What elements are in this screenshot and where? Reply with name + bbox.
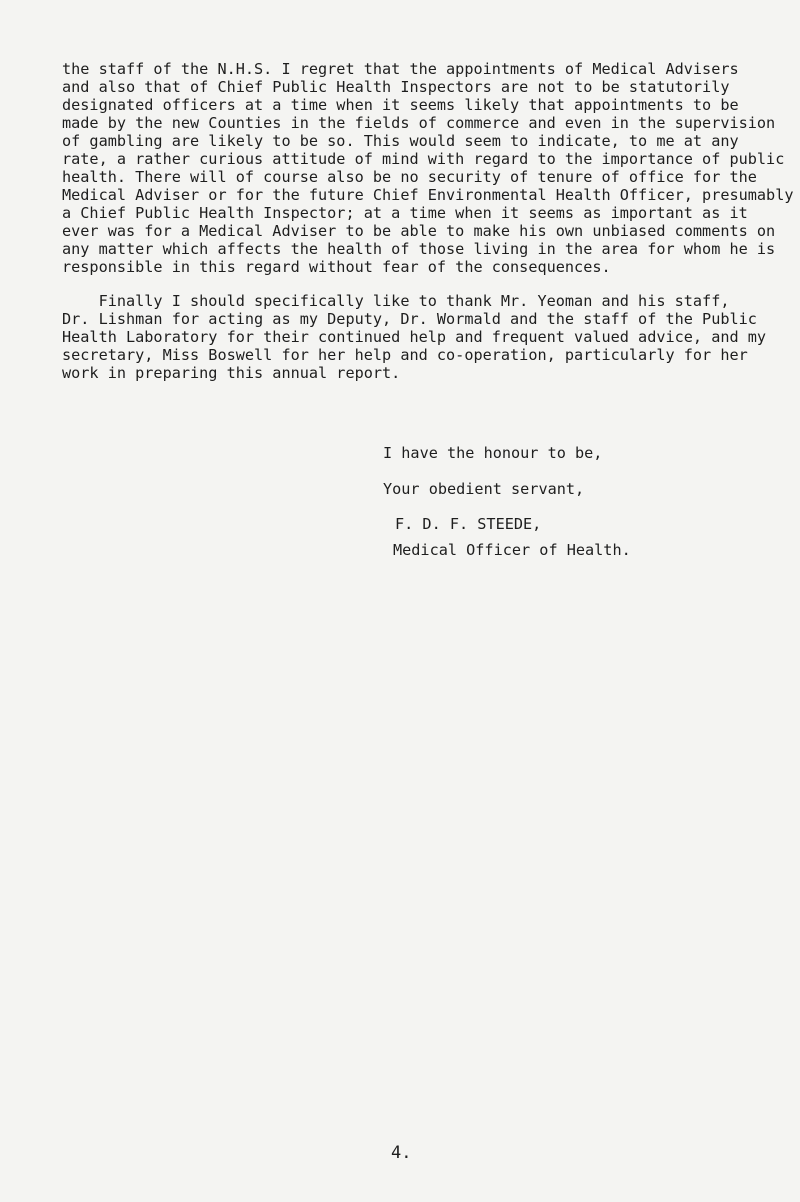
signatory-name: F. D. F. STEEDE, <box>395 515 542 533</box>
text-line: rate, a rather curious attitude of mind with regard to the importance of public <box>62 150 785 168</box>
page-number: 4. <box>391 1143 412 1163</box>
text-line: responsible in this regard without fear of the consequences. <box>62 258 611 276</box>
text-line: work in preparing this annual report. <box>62 364 401 382</box>
text-line: Health Laboratory for their continued help and frequent valued advice, and my <box>62 328 767 346</box>
signatory-title: Medical Officer of Health. <box>393 541 631 559</box>
text-line: Dr. Lishman for acting as my Deputy, Dr. Wormald and the staff of the Public <box>62 310 757 328</box>
closing-servant: Your obedient servant, <box>383 480 585 498</box>
text-line: secretary, Miss Boswell for her help and co-operation, particularly for her <box>62 346 748 364</box>
text-line: and also that of Chief Public Health Inspectors are not to be statutorily <box>62 78 730 96</box>
text-line: a Chief Public Health Inspector; at a time when it seems as important as it <box>62 204 748 222</box>
text-line: the staff of the N.H.S. I regret that the appointments of Medical Advisers <box>62 60 739 78</box>
text-line: Finally I should specifically like to thank Mr. Yeoman and his staff, <box>62 292 730 310</box>
closing-honour: I have the honour to be, <box>383 444 603 462</box>
text-line: of gambling are likely to be so. This would seem to indicate, to me at any <box>62 132 739 150</box>
text-line: Medical Adviser or for the future Chief Environmental Health Officer, presumably <box>62 186 794 204</box>
text-line: ever was for a Medical Adviser to be able to make his own unbiased comments on <box>62 222 776 240</box>
text-line: any matter which affects the health of those living in the area for whom he is <box>62 240 776 258</box>
text-line: designated officers at a time when it seems likely that appointments to be <box>62 96 739 114</box>
text-line: made by the new Counties in the fields of commerce and even in the supervision <box>62 114 776 132</box>
text-line: health. There will of course also be no security of tenure of office for the <box>62 168 757 186</box>
